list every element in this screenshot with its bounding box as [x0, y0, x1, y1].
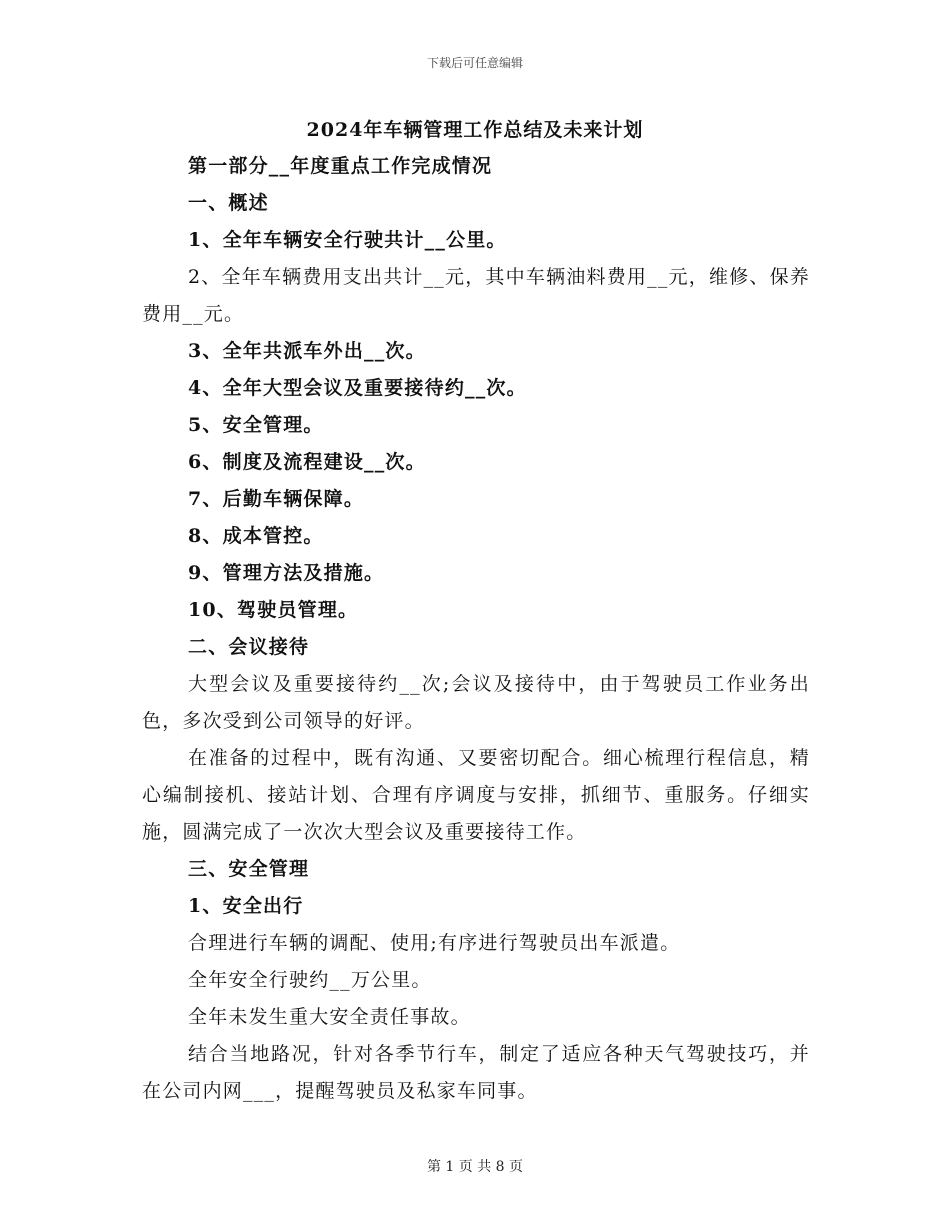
header-note: 下载后可任意编辑	[426, 56, 523, 70]
heading-safe-travel: 1、安全出行	[188, 895, 304, 917]
paragraph-preparation: 在准备的过程中，既有沟通、又要密切配合。细心梳理行程信息，精心编制接机、接站计划、合理有序调度与安排，抓细节、重服务。仔细实施，圆满完成了一次次大型会议及重要接待工作。	[142, 747, 810, 843]
line-safe-mileage-total: 全年安全行驶约__万公里。	[188, 969, 432, 991]
heading-safety-management: 三、安全管理	[188, 858, 310, 880]
item-system-building: 6、制度及流程建设__次。	[188, 451, 426, 473]
line-no-accidents: 全年未发生重大安全责任事故。	[188, 1006, 471, 1028]
paragraph-seasonal-driving: 结合当地路况，针对各季节行车，制定了适应各种天气驾驶技巧，并在公司内网___，提醒驾驶员及私家车同事。	[142, 1043, 810, 1102]
item-safety-management: 5、安全管理。	[188, 414, 324, 436]
heading-part-one: 第一部分__年度重点工作完成情况	[188, 155, 493, 177]
item-meetings-count: 4、全年大型会议及重要接待约__次。	[188, 377, 527, 399]
page-footer: 第 1 页 共 8 页	[426, 1159, 524, 1175]
item-cost-control: 8、成本管控。	[188, 525, 324, 547]
document-title: 2024年车辆管理工作总结及未来计划	[306, 119, 644, 141]
paragraph-vehicle-costs: 2、全年车辆费用支出共计__元，其中车辆油料费用__元，维修、保养费用__元。	[142, 266, 810, 325]
item-dispatch-count: 3、全年共派车外出__次。	[188, 340, 426, 362]
heading-meeting-reception: 二、会议接待	[188, 636, 310, 658]
item-management-methods: 9、管理方法及措施。	[188, 562, 385, 584]
heading-overview: 一、概述	[188, 192, 269, 214]
item-logistics-vehicles: 7、后勤车辆保障。	[188, 488, 365, 510]
document-body	[142, 148, 810, 1110]
line-vehicle-allocation: 合理进行车辆的调配、使用;有序进行驾驶员出车派遣。	[188, 932, 681, 954]
item-safe-mileage: 1、全年车辆安全行驶共计__公里。	[188, 229, 507, 251]
paragraph-meeting-reception: 大型会议及重要接待约__次;会议及接待中，由于驾驶员工作业务出色，多次受到公司领导的好评。	[142, 673, 810, 732]
item-driver-management: 10、驾驶员管理。	[188, 599, 359, 621]
